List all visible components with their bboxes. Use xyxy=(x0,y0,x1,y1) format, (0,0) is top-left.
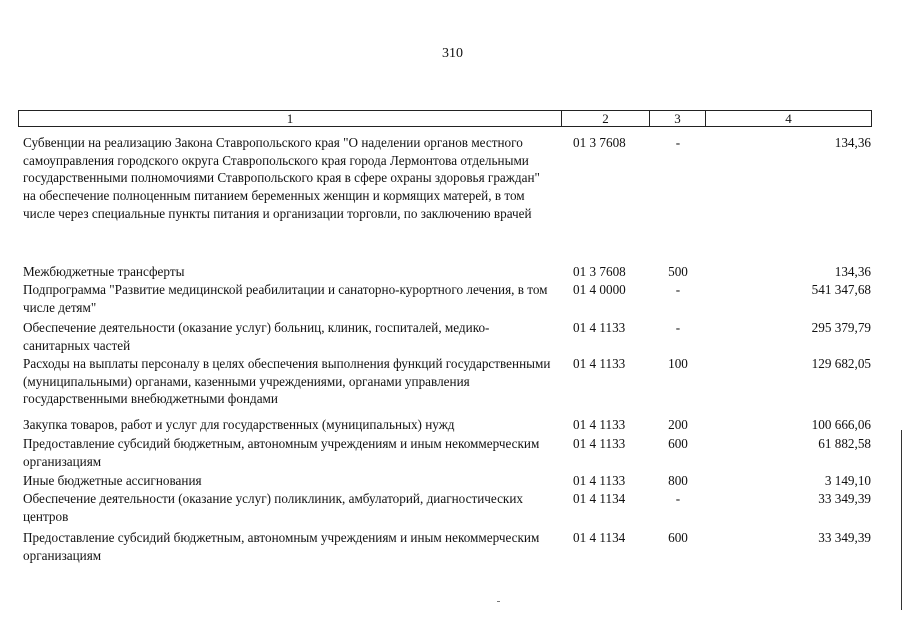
row-amount: 134,36 xyxy=(834,135,871,150)
column-header-3: 3 xyxy=(650,111,706,126)
row-type: - xyxy=(675,282,681,297)
row-code: 01 3 7608 xyxy=(573,264,626,279)
row-code: 01 4 1133 xyxy=(573,320,626,335)
row-type: - xyxy=(675,135,681,150)
row-code: 01 4 1134 xyxy=(573,491,626,506)
scan-speck xyxy=(497,601,500,602)
row-description: Предоставление субсидий бюджетным, автономным учреждениям и иным некоммерческим организациям xyxy=(23,530,540,563)
column-header-1: 1 xyxy=(19,111,562,126)
table-header xyxy=(18,110,872,127)
row-description: Межбюджетные трансферты xyxy=(23,264,185,279)
scan-margin-line xyxy=(901,430,902,610)
row-type: 100 xyxy=(668,356,688,371)
row-type: 600 xyxy=(668,530,688,545)
row-amount: 33 349,39 xyxy=(818,491,871,506)
row-amount: 3 149,10 xyxy=(824,473,871,488)
row-type: - xyxy=(675,491,681,506)
row-amount: 100 666,06 xyxy=(811,417,871,432)
row-amount: 295 379,79 xyxy=(811,320,871,335)
row-type: 800 xyxy=(668,473,688,488)
row-code: 01 4 1133 xyxy=(573,356,626,371)
column-header-4: 4 xyxy=(785,111,792,126)
row-amount: 541 347,68 xyxy=(811,282,871,297)
row-code: 01 4 0000 xyxy=(573,282,626,297)
row-description: Субвенции на реализацию Закона Ставропольского края "О наделении органов местного самоуправления городского округа Ставропольского края города Лермонтова отдельными государственными полномочиями Ставропольского края в сфере охраны здоровья граждан" на обеспечение полноценным питанием беременных женщин и кормящих матерей, в том числе через специальные пункты питания и организации торговли, по заключению врачей xyxy=(23,135,540,221)
row-type: 200 xyxy=(668,417,688,432)
row-description: Обеспечение деятельности (оказание услуг) больниц, клиник, госпиталей, медико-санитарных частей xyxy=(23,320,490,353)
row-amount: 33 349,39 xyxy=(818,530,871,545)
row-amount: 134,36 xyxy=(834,264,871,279)
row-description: Закупка товаров, работ и услуг для государственных (муниципальных) нужд xyxy=(23,417,455,432)
row-type: 600 xyxy=(668,436,688,451)
row-code: 01 4 1133 xyxy=(573,473,626,488)
row-code: 01 3 7608 xyxy=(573,135,626,150)
row-description: Предоставление субсидий бюджетным, автономным учреждениям и иным некоммерческим организациям xyxy=(23,436,540,469)
row-amount: 61 882,58 xyxy=(818,436,871,451)
row-description: Расходы на выплаты персоналу в целях обеспечения выполнения функций государственными (муниципальными) органами, казенными учреждениями, органами управления государственными внебюджетными фондами xyxy=(23,356,551,407)
row-description: Подпрограмма "Развитие медицинской реабилитации и санаторно-курортного лечения, в том числе детям" xyxy=(23,282,548,315)
row-code: 01 4 1133 xyxy=(573,436,626,451)
row-code: 01 4 1133 xyxy=(573,417,626,432)
row-amount: 129 682,05 xyxy=(811,356,871,371)
row-type: - xyxy=(675,320,681,335)
row-description: Иные бюджетные ассигнования xyxy=(23,473,202,488)
row-type: 500 xyxy=(668,264,688,279)
row-code: 01 4 1134 xyxy=(573,530,626,545)
row-description: Обеспечение деятельности (оказание услуг) поликлиник, амбулаторий, диагностических центров xyxy=(23,491,523,524)
column-header-2: 2 xyxy=(562,111,650,126)
page-number: 310 xyxy=(442,46,463,61)
